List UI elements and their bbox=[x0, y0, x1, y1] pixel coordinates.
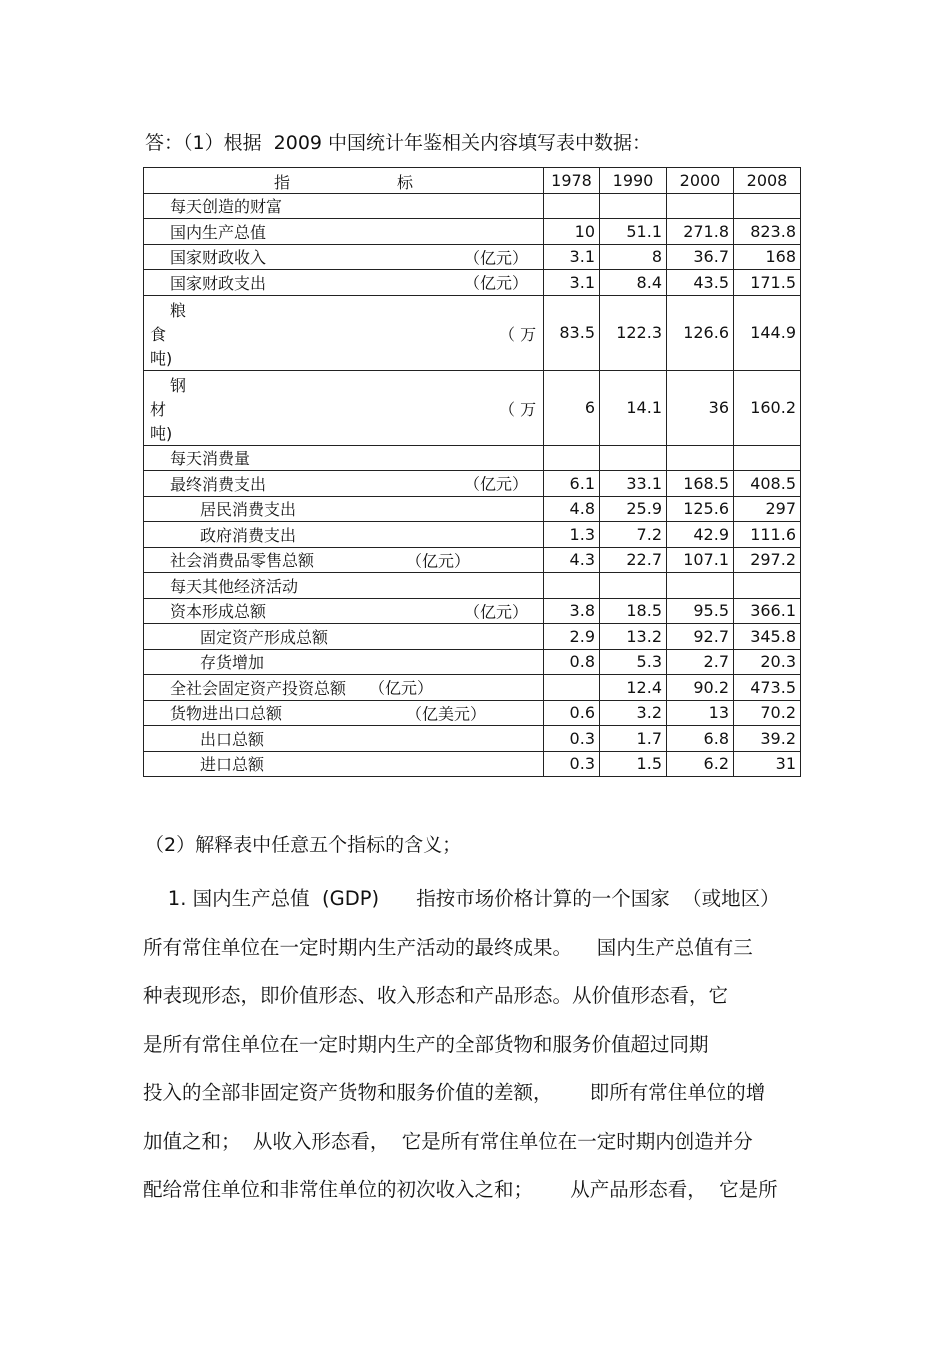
value-cell: 0.3 bbox=[544, 751, 600, 777]
indicator-cell bbox=[144, 471, 544, 497]
indicator-name: 每天消费量 bbox=[170, 449, 251, 469]
indicator-cell bbox=[144, 700, 544, 726]
value-cell: 122.3 bbox=[600, 295, 667, 370]
value-cell: 20.3 bbox=[734, 649, 801, 675]
indicator-name: 最终消费支出 bbox=[170, 474, 267, 494]
table-row bbox=[144, 244, 801, 270]
statistics-table bbox=[143, 167, 801, 777]
table-row bbox=[144, 598, 801, 624]
value-cell: 6.1 bbox=[544, 471, 600, 497]
answer-intro: 答：（1）根据 2009 中国统计年鉴相关内容填写表中数据： bbox=[145, 132, 652, 154]
value-cell bbox=[667, 193, 734, 219]
indicator-name: 国家财政支出 bbox=[170, 273, 267, 293]
value-cell: 2.7 bbox=[667, 649, 734, 675]
value-cell: 3.2 bbox=[600, 700, 667, 726]
indicator-name-part: 食 bbox=[150, 324, 167, 344]
value-cell: 168 bbox=[734, 244, 801, 270]
indicator-name: 政府消费支出 bbox=[200, 525, 297, 545]
indicator-unit: （亿美元） bbox=[406, 704, 487, 724]
value-cell: 168.5 bbox=[667, 471, 734, 497]
indicator-cell bbox=[144, 270, 544, 296]
indicator-unit: （ 万 bbox=[499, 399, 537, 419]
value-cell: 4.8 bbox=[544, 496, 600, 522]
indicator-cell bbox=[144, 295, 544, 370]
value-cell: 3.1 bbox=[544, 270, 600, 296]
value-cell: 12.4 bbox=[600, 675, 667, 701]
section-2-heading: （2）解释表中任意五个指标的含义； bbox=[145, 834, 462, 856]
indicator-cell bbox=[144, 547, 544, 573]
header-indicator bbox=[144, 168, 544, 194]
value-cell: 8 bbox=[600, 244, 667, 270]
table-row bbox=[144, 547, 801, 573]
paragraph-line: 配给常住单位和非常住单位的初次收入之和； 从产品形态看， 它是所 bbox=[143, 1178, 778, 1201]
value-cell: 366.1 bbox=[734, 598, 801, 624]
indicator-cell bbox=[144, 244, 544, 270]
value-cell: 31 bbox=[734, 751, 801, 777]
value-cell: 13 bbox=[667, 700, 734, 726]
value-cell bbox=[600, 193, 667, 219]
indicator-unit: （亿元） bbox=[406, 551, 471, 571]
indicator-name: 每天创造的财富 bbox=[170, 197, 283, 217]
value-cell bbox=[734, 193, 801, 219]
indicator-name: 每天其他经济活动 bbox=[170, 576, 299, 596]
table-row bbox=[144, 193, 801, 219]
indicator-name: 社会消费品零售总额 bbox=[170, 551, 315, 571]
value-cell: 0.8 bbox=[544, 649, 600, 675]
value-cell: 125.6 bbox=[667, 496, 734, 522]
value-cell: 70.2 bbox=[734, 700, 801, 726]
value-cell: 1.5 bbox=[600, 751, 667, 777]
table-row bbox=[144, 573, 801, 599]
indicator-unit: （亿元） bbox=[464, 474, 529, 494]
value-cell: 823.8 bbox=[734, 219, 801, 245]
value-cell: 6 bbox=[544, 370, 600, 445]
header-indicator-part2: 标 bbox=[397, 173, 414, 192]
paragraph-line: 是所有常住单位在一定时期内生产的全部货物和服务价值超过同期 bbox=[143, 1032, 709, 1056]
indicator-name: 固定资产形成总额 bbox=[200, 627, 329, 647]
paragraph-line: 加值之和； 从收入形态看， 它是所有常住单位在一定时期内创造并分 bbox=[143, 1129, 753, 1153]
value-cell: 171.5 bbox=[734, 270, 801, 296]
value-cell: 1.7 bbox=[600, 726, 667, 752]
table-body bbox=[144, 193, 801, 777]
value-cell: 111.6 bbox=[734, 522, 801, 548]
table-row bbox=[144, 219, 801, 245]
value-cell bbox=[544, 193, 600, 219]
value-cell: 7.2 bbox=[600, 522, 667, 548]
value-cell bbox=[667, 573, 734, 599]
value-cell: 18.5 bbox=[600, 598, 667, 624]
indicator-name-part: 吨) bbox=[150, 423, 173, 443]
value-cell bbox=[734, 445, 801, 471]
indicator-name: 出口总额 bbox=[200, 729, 265, 749]
header-year: 1978 bbox=[544, 168, 600, 194]
value-cell: 6.2 bbox=[667, 751, 734, 777]
value-cell: 92.7 bbox=[667, 624, 734, 650]
indicator-unit: （亿元） bbox=[464, 273, 529, 293]
header-indicator-part1: 指 bbox=[274, 173, 291, 192]
indicator-cell bbox=[144, 675, 544, 701]
value-cell: 297 bbox=[734, 496, 801, 522]
value-cell: 39.2 bbox=[734, 726, 801, 752]
indicator-cell bbox=[144, 219, 544, 245]
indicator-name: 国家财政收入 bbox=[170, 248, 267, 268]
indicator-cell bbox=[144, 726, 544, 752]
indicator-cell bbox=[144, 445, 544, 471]
indicator-cell bbox=[144, 193, 544, 219]
value-cell: 25.9 bbox=[600, 496, 667, 522]
indicator-name-part: 吨) bbox=[150, 348, 173, 368]
paragraph-line: 投入的全部非固定资产货物和服务价值的差额， 即所有常住单位的增 bbox=[143, 1081, 766, 1104]
table-row bbox=[144, 751, 801, 777]
indicator-name: 进口总额 bbox=[200, 755, 265, 775]
value-cell: 83.5 bbox=[544, 295, 600, 370]
header-year: 1990 bbox=[600, 168, 667, 194]
indicator-unit: （亿元） bbox=[464, 602, 529, 622]
paragraph-line: 所有常住单位在一定时期内生产活动的最终成果。 国内生产总值有三 bbox=[143, 935, 753, 959]
indicator-name: 货物进出口总额 bbox=[170, 704, 283, 724]
indicator-name: 居民消费支出 bbox=[200, 500, 297, 520]
value-cell bbox=[600, 573, 667, 599]
table-row bbox=[144, 649, 801, 675]
indicator-name-part: 钢 bbox=[170, 375, 187, 395]
value-cell: 90.2 bbox=[667, 675, 734, 701]
value-cell bbox=[734, 573, 801, 599]
header-year: 2000 bbox=[667, 168, 734, 194]
indicator-unit: （亿元） bbox=[464, 248, 529, 268]
value-cell: 36.7 bbox=[667, 244, 734, 270]
value-cell: 3.8 bbox=[544, 598, 600, 624]
value-cell: 36 bbox=[667, 370, 734, 445]
value-cell: 271.8 bbox=[667, 219, 734, 245]
value-cell: 160.2 bbox=[734, 370, 801, 445]
indicator-name: 资本形成总额 bbox=[170, 602, 267, 622]
value-cell: 107.1 bbox=[667, 547, 734, 573]
value-cell: 42.9 bbox=[667, 522, 734, 548]
indicator-cell bbox=[144, 751, 544, 777]
table-row bbox=[144, 270, 801, 296]
table-header-row bbox=[144, 168, 801, 194]
value-cell: 33.1 bbox=[600, 471, 667, 497]
indicator-cell bbox=[144, 624, 544, 650]
paragraph-line: 种表现形态，即价值形态、收入形态和产品形态。从价值形态看，它 bbox=[143, 984, 729, 1007]
value-cell: 14.1 bbox=[600, 370, 667, 445]
value-cell: 6.8 bbox=[667, 726, 734, 752]
indicator-name: 全社会固定资产投资总额 bbox=[170, 678, 347, 698]
value-cell: 408.5 bbox=[734, 471, 801, 497]
value-cell: 3.1 bbox=[544, 244, 600, 270]
value-cell: 10 bbox=[544, 219, 600, 245]
indicator-name: 存货增加 bbox=[200, 653, 265, 673]
value-cell: 95.5 bbox=[667, 598, 734, 624]
value-cell: 0.6 bbox=[544, 700, 600, 726]
table-row bbox=[144, 496, 801, 522]
indicator-name: 国内生产总值 bbox=[170, 222, 267, 242]
value-cell: 5.3 bbox=[600, 649, 667, 675]
indicator-name-part: 粮 bbox=[170, 300, 187, 320]
value-cell bbox=[544, 573, 600, 599]
table-row bbox=[144, 471, 801, 497]
value-cell: 144.9 bbox=[734, 295, 801, 370]
value-cell bbox=[600, 445, 667, 471]
value-cell: 4.3 bbox=[544, 547, 600, 573]
value-cell: 2.9 bbox=[544, 624, 600, 650]
value-cell: 51.1 bbox=[600, 219, 667, 245]
indicator-cell bbox=[144, 598, 544, 624]
indicator-name-part: 材 bbox=[150, 399, 167, 419]
indicator-cell bbox=[144, 573, 544, 599]
paragraph-line: 1. 国内生产总值 (GDP) 指按市场价格计算的一个国家 （或地区） bbox=[143, 887, 780, 910]
value-cell: 345.8 bbox=[734, 624, 801, 650]
value-cell bbox=[667, 445, 734, 471]
table-row bbox=[144, 700, 801, 726]
indicator-unit: （亿元） bbox=[369, 678, 434, 698]
value-cell: 8.4 bbox=[600, 270, 667, 296]
indicator-cell bbox=[144, 496, 544, 522]
value-cell: 473.5 bbox=[734, 675, 801, 701]
table-row bbox=[144, 522, 801, 548]
value-cell bbox=[544, 675, 600, 701]
value-cell: 13.2 bbox=[600, 624, 667, 650]
value-cell: 1.3 bbox=[544, 522, 600, 548]
indicator-cell bbox=[144, 522, 544, 548]
value-cell: 0.3 bbox=[544, 726, 600, 752]
indicator-unit: （ 万 bbox=[499, 324, 537, 344]
table-row bbox=[144, 445, 801, 471]
header-year: 2008 bbox=[734, 168, 801, 194]
table-row bbox=[144, 370, 801, 445]
value-cell: 43.5 bbox=[667, 270, 734, 296]
table-row bbox=[144, 675, 801, 701]
value-cell: 126.6 bbox=[667, 295, 734, 370]
value-cell: 22.7 bbox=[600, 547, 667, 573]
indicator-cell bbox=[144, 370, 544, 445]
table-row bbox=[144, 726, 801, 752]
indicator-cell bbox=[144, 649, 544, 675]
value-cell bbox=[544, 445, 600, 471]
value-cell: 297.2 bbox=[734, 547, 801, 573]
table-row bbox=[144, 624, 801, 650]
table-row bbox=[144, 295, 801, 370]
